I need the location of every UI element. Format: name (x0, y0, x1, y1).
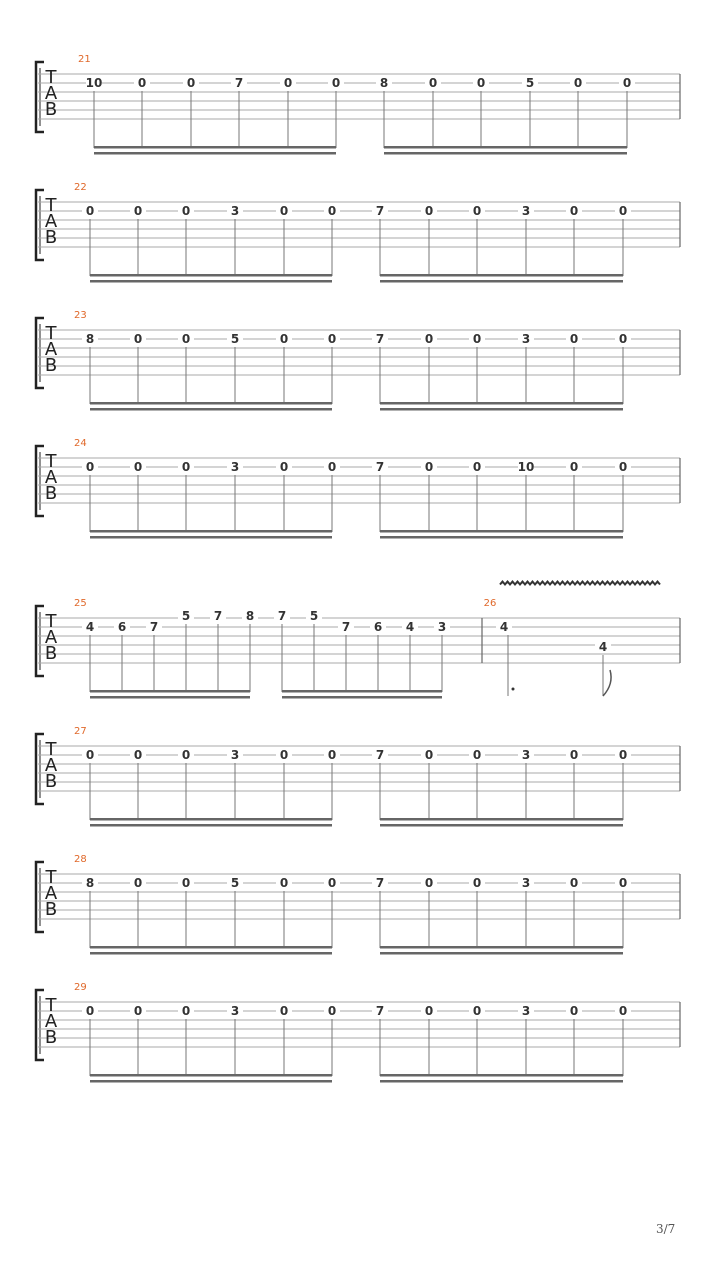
fret-number: 0 (327, 204, 337, 218)
beam-primary (94, 146, 336, 149)
fret-number: 7 (375, 876, 385, 890)
tab-clef-letter-t: T (45, 323, 57, 344)
tab-clef-letter-t: T (45, 451, 57, 472)
fret-number: 0 (472, 460, 482, 474)
measure-number: 27 (74, 726, 87, 737)
fret-number: 3 (521, 748, 531, 762)
fret-number: 7 (277, 609, 287, 623)
fret-number: 0 (133, 1004, 143, 1018)
fret-number: 0 (181, 204, 191, 218)
beam-primary (380, 946, 623, 949)
fret-number: 0 (279, 332, 289, 346)
beam-primary (90, 274, 332, 277)
fret-number: 3 (521, 1004, 531, 1018)
fret-number: 3 (521, 332, 531, 346)
tab-clef-letter-b: B (44, 355, 58, 376)
fret-number: 0 (424, 876, 434, 890)
fret-number: 0 (186, 76, 196, 90)
fret-number: 0 (137, 76, 147, 90)
fret-number: 0 (327, 332, 337, 346)
fret-number: 0 (181, 876, 191, 890)
fret-number: 8 (85, 876, 95, 890)
measure-number: 28 (74, 854, 87, 865)
measure-number: 26 (483, 598, 497, 609)
fret-number: 3 (230, 460, 240, 474)
tab-clef-letter-t: T (45, 867, 57, 888)
beam-primary (384, 146, 627, 149)
measure-number: 21 (78, 54, 91, 65)
fret-number: 0 (181, 1004, 191, 1018)
fret-number: 3 (521, 876, 531, 890)
beam-primary (90, 690, 250, 693)
fret-number: 0 (133, 460, 143, 474)
tab-clef-letter-a: A (44, 627, 58, 648)
fret-number: 0 (133, 748, 143, 762)
tab-clef-letter-b: B (44, 483, 58, 504)
page-number: 3/7 (656, 1222, 676, 1236)
fret-number: 5 (309, 609, 319, 623)
fret-number: 0 (327, 460, 337, 474)
fret-number: 7 (375, 460, 385, 474)
beam-primary (90, 818, 332, 821)
fret-number: 3 (437, 620, 447, 634)
fret-number: 7 (375, 332, 385, 346)
fret-number: 0 (327, 876, 337, 890)
tie-flag (603, 670, 611, 696)
fret-number: 7 (341, 620, 351, 634)
beam-secondary (384, 152, 627, 155)
fret-number: 0 (85, 460, 95, 474)
fret-number: 0 (331, 76, 341, 90)
fret-number: 7 (375, 748, 385, 762)
beam-primary (380, 1074, 623, 1077)
fret-number: 0 (133, 876, 143, 890)
beam-secondary (380, 536, 623, 539)
fret-number: 3 (230, 1004, 240, 1018)
fret-number: 0 (424, 332, 434, 346)
fret-number: 4 (598, 640, 608, 654)
measure-number: 24 (74, 438, 87, 449)
measure-number: 25 (74, 598, 87, 609)
fret-number: 0 (424, 460, 434, 474)
fret-number: 8 (245, 609, 255, 623)
fret-number: 3 (230, 748, 240, 762)
beam-primary (380, 274, 623, 277)
fret-number: 0 (569, 460, 579, 474)
fret-number: 0 (476, 76, 486, 90)
fret-number: 6 (117, 620, 127, 634)
fret-number: 0 (85, 204, 95, 218)
fret-number: 0 (472, 1004, 482, 1018)
fret-number: 0 (569, 876, 579, 890)
fret-number: 7 (234, 76, 244, 90)
tab-clef-letter-b: B (44, 227, 58, 248)
vibrato-line (500, 582, 660, 585)
fret-number: 4 (85, 620, 95, 634)
fret-number: 6 (373, 620, 383, 634)
measure-number: 29 (74, 982, 87, 993)
tab-clef-letter-b: B (44, 1027, 58, 1048)
tab-clef-letter-t: T (45, 995, 57, 1016)
beam-secondary (90, 952, 332, 955)
beam-primary (380, 818, 623, 821)
augmentation-dot (512, 688, 515, 691)
fret-number: 3 (521, 204, 531, 218)
beam-secondary (380, 824, 623, 827)
fret-number: 0 (85, 748, 95, 762)
fret-number: 0 (618, 204, 628, 218)
tab-clef-letter-a: A (44, 211, 58, 232)
fret-number: 0 (279, 1004, 289, 1018)
fret-number: 0 (283, 76, 293, 90)
fret-number: 7 (149, 620, 159, 634)
beam-secondary (94, 152, 336, 155)
fret-number: 0 (424, 748, 434, 762)
fret-number: 0 (424, 204, 434, 218)
measure-number: 23 (74, 310, 87, 321)
fret-number: 5 (181, 609, 191, 623)
tab-clef-letter-a: A (44, 83, 58, 104)
measure-number: 22 (74, 182, 87, 193)
fret-number: 0 (618, 748, 628, 762)
tab-clef-letter-b: B (44, 899, 58, 920)
beam-primary (90, 530, 332, 533)
fret-number: 0 (279, 748, 289, 762)
fret-number: 0 (573, 76, 583, 90)
fret-number: 10 (85, 76, 103, 90)
beam-secondary (90, 280, 332, 283)
beam-secondary (90, 408, 332, 411)
fret-number: 0 (569, 1004, 579, 1018)
fret-number: 0 (181, 332, 191, 346)
beam-secondary (90, 696, 250, 699)
tab-clef-letter-a: A (44, 339, 58, 360)
fret-number: 5 (230, 876, 240, 890)
tab-clef-letter-t: T (45, 195, 57, 216)
fret-number: 0 (622, 76, 632, 90)
fret-number: 0 (569, 748, 579, 762)
fret-number: 0 (618, 332, 628, 346)
beam-secondary (380, 408, 623, 411)
fret-number: 0 (133, 204, 143, 218)
fret-number: 0 (424, 1004, 434, 1018)
tab-clef-letter-a: A (44, 883, 58, 904)
fret-number: 3 (230, 204, 240, 218)
beam-primary (90, 1074, 332, 1077)
tab-clef-letter-t: T (45, 739, 57, 760)
tab-clef-letter-t: T (45, 611, 57, 632)
tab-clef-letter-b: B (44, 643, 58, 664)
fret-number: 0 (279, 876, 289, 890)
fret-number: 0 (279, 204, 289, 218)
beam-primary (282, 690, 442, 693)
fret-number: 0 (327, 748, 337, 762)
fret-number: 8 (379, 76, 389, 90)
fret-number: 0 (133, 332, 143, 346)
fret-number: 0 (618, 1004, 628, 1018)
fret-number: 0 (181, 748, 191, 762)
tab-clef-letter-b: B (44, 99, 58, 120)
fret-number: 0 (569, 332, 579, 346)
fret-number: 10 (517, 460, 535, 474)
beam-primary (380, 530, 623, 533)
fret-number: 0 (472, 204, 482, 218)
fret-number: 4 (499, 620, 509, 634)
beam-secondary (90, 1080, 332, 1083)
fret-number: 0 (618, 460, 628, 474)
beam-secondary (282, 696, 442, 699)
beam-secondary (90, 824, 332, 827)
beam-primary (380, 402, 623, 405)
fret-number: 0 (428, 76, 438, 90)
fret-number: 7 (375, 1004, 385, 1018)
fret-number: 5 (230, 332, 240, 346)
fret-number: 0 (472, 748, 482, 762)
beam-secondary (90, 536, 332, 539)
fret-number: 0 (327, 1004, 337, 1018)
fret-number: 7 (375, 204, 385, 218)
fret-number: 0 (472, 876, 482, 890)
fret-number: 0 (472, 332, 482, 346)
beam-primary (90, 402, 332, 405)
fret-number: 0 (85, 1004, 95, 1018)
tab-clef-letter-t: T (45, 67, 57, 88)
tab-clef-letter-a: A (44, 1011, 58, 1032)
fret-number: 8 (85, 332, 95, 346)
beam-primary (90, 946, 332, 949)
fret-number: 0 (279, 460, 289, 474)
fret-number: 4 (405, 620, 415, 634)
fret-number: 0 (618, 876, 628, 890)
fret-number: 0 (181, 460, 191, 474)
tab-clef-letter-a: A (44, 755, 58, 776)
fret-number: 0 (569, 204, 579, 218)
beam-secondary (380, 952, 623, 955)
fret-number: 7 (213, 609, 223, 623)
beam-secondary (380, 280, 623, 283)
fret-number: 5 (525, 76, 535, 90)
tab-clef-letter-b: B (44, 771, 58, 792)
beam-secondary (380, 1080, 623, 1083)
tab-clef-letter-a: A (44, 467, 58, 488)
